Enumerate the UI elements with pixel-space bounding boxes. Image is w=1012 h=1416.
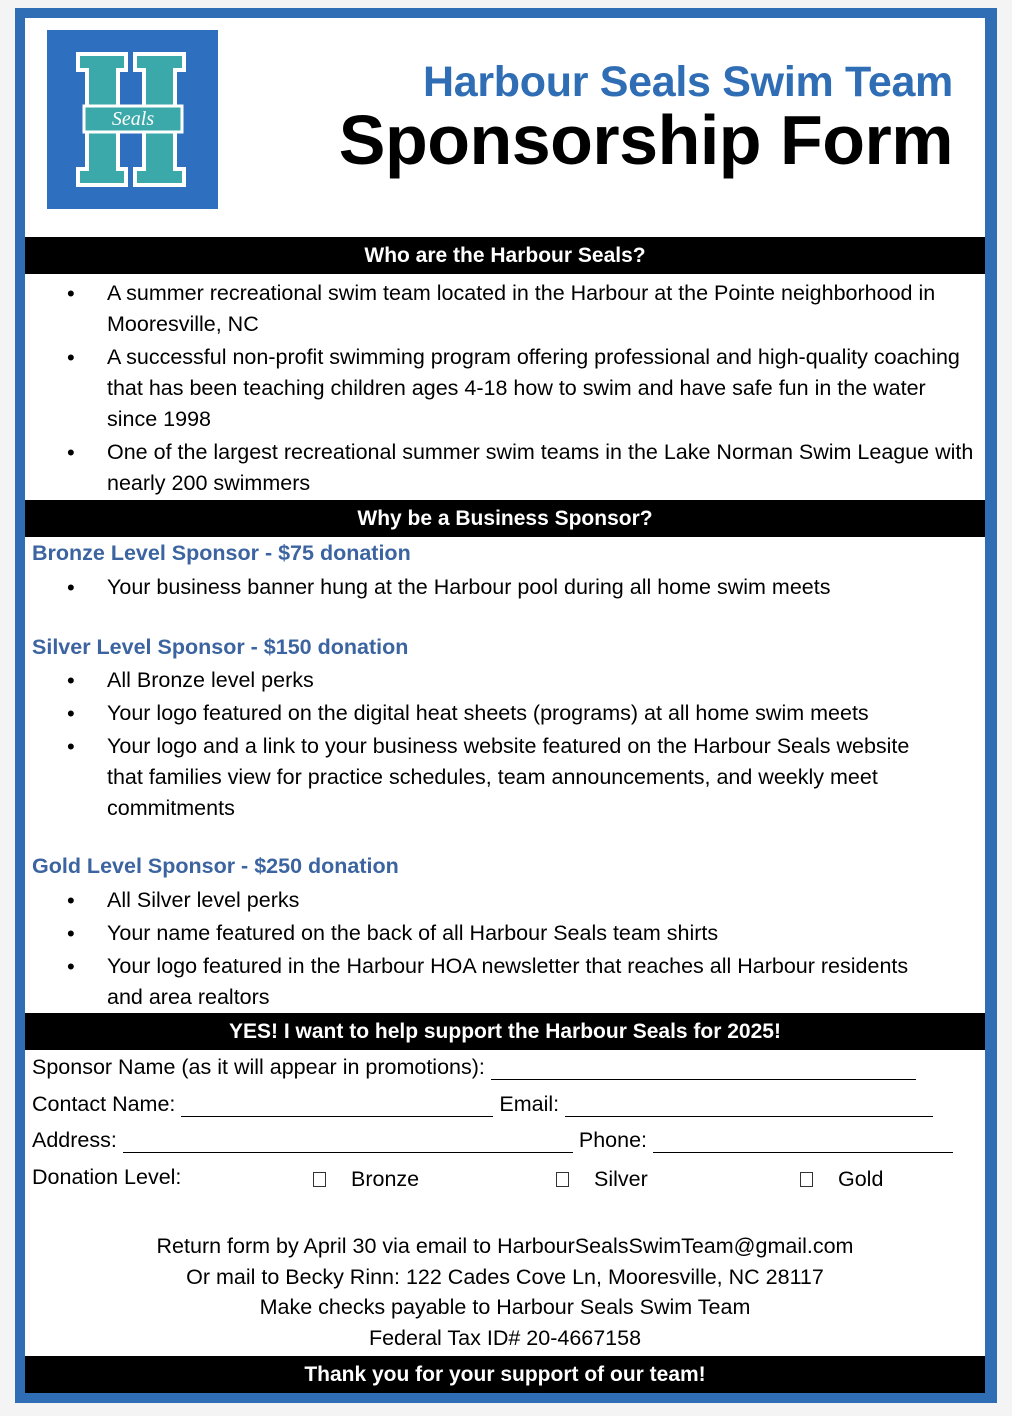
list-item: • All Bronze level perks <box>25 665 985 696</box>
section-header-why-sponsor: Why be a Business Sponsor? <box>25 500 985 537</box>
thank-you-banner: Thank you for your support of our team! <box>25 1356 985 1393</box>
team-name: Harbour Seals Swim Team <box>423 58 953 106</box>
page-title: Sponsorship Form <box>338 101 953 179</box>
about-list <box>25 278 985 501</box>
section-header-signup: YES! I want to help support the Harbour Seals for 2025! <box>25 1013 985 1050</box>
harbour-seals-logo <box>47 30 218 209</box>
section-header-about: Who are the Harbour Seals? <box>25 237 985 274</box>
contact-name-label: Contact Name: <box>32 1092 176 1116</box>
contact-email-row <box>32 1092 933 1117</box>
bronze-perks-list <box>25 572 985 605</box>
gold-checkbox-option[interactable] <box>800 1167 883 1192</box>
h-seals-logo-icon <box>47 30 218 209</box>
sponsor-name-field[interactable] <box>491 1058 916 1080</box>
bronze-checkbox-option[interactable] <box>313 1167 419 1192</box>
mail-address-line: Or mail to Becky Rinn: 122 Cades Cove Ln, Mooresville, NC 28117 <box>186 1264 824 1289</box>
silver-checkbox-option[interactable] <box>556 1167 648 1192</box>
sponsorship-form-page <box>25 18 985 1393</box>
address-field[interactable] <box>123 1131 573 1153</box>
list-item: • Your logo and a link to your business website featured on the Harbour Seals website that families view for practice schedules, team announcements, and weekly meet commitments <box>25 731 985 824</box>
donation-level-label: Donation Level: <box>32 1165 182 1189</box>
list-item: • Your logo featured in the Harbour HOA newsletter that reaches all Harbour residents and area realtors <box>25 951 985 1013</box>
bronze-option-label: Bronze <box>351 1167 420 1191</box>
bronze-level-heading: Bronze Level Sponsor - $75 donation <box>32 541 411 565</box>
gold-level-heading: Gold Level Sponsor - $250 donation <box>32 854 399 878</box>
address-label: Address: <box>32 1128 117 1152</box>
list-item: • All Silver level perks <box>25 885 985 916</box>
silver-option-label: Silver <box>594 1167 648 1191</box>
list-item: • Your logo featured on the digital heat sheets (programs) at all home swim meets <box>25 698 985 729</box>
checkbox-icon[interactable] <box>800 1172 813 1187</box>
checks-payable-line: Make checks payable to Harbour Seals Swim Team <box>259 1295 751 1319</box>
svg-text:Seals: Seals <box>111 108 155 130</box>
contact-name-field[interactable] <box>181 1095 493 1117</box>
checkbox-icon[interactable] <box>556 1172 569 1187</box>
tax-id-line: Federal Tax ID# 20-4667158 <box>368 1325 642 1350</box>
silver-level-heading: Silver Level Sponsor - $150 donation <box>32 635 409 659</box>
sponsor-name-row <box>32 1055 916 1080</box>
email-label: Email: <box>499 1092 560 1116</box>
email-field[interactable] <box>565 1095 933 1117</box>
return-email-line: Return form by April 30 via email to HarbourSealsSwimTeam@gmail.com <box>156 1234 854 1258</box>
sponsor-name-label: Sponsor Name (as it will appear in promotions): <box>32 1055 485 1079</box>
phone-label: Phone: <box>578 1128 648 1152</box>
list-item: • Your name featured on the back of all Harbour Seals team shirts <box>25 918 985 949</box>
gold-option-label: Gold <box>838 1167 884 1191</box>
list-item: • A summer recreational swim team located in the Harbour at the Pointe neighborhood in Mooresville, NC <box>25 278 985 340</box>
return-instructions <box>25 1231 985 1353</box>
silver-perks-list <box>25 665 985 826</box>
list-item: • A successful non-profit swimming program offering professional and high-quality coaching that has been teaching children ages 4-18 how to swim and have safe fun in the water since 1998 <box>25 342 985 435</box>
address-phone-row <box>32 1128 953 1153</box>
phone-field[interactable] <box>653 1131 953 1153</box>
donation-level-row <box>32 1165 181 1190</box>
checkbox-icon[interactable] <box>313 1172 326 1187</box>
list-item: • Your business banner hung at the Harbour pool during all home swim meets <box>25 572 985 603</box>
list-item: • One of the largest recreational summer swim teams in the Lake Norman Swim League with nearly 200 swimmers <box>25 437 985 499</box>
gold-perks-list <box>25 885 985 1015</box>
